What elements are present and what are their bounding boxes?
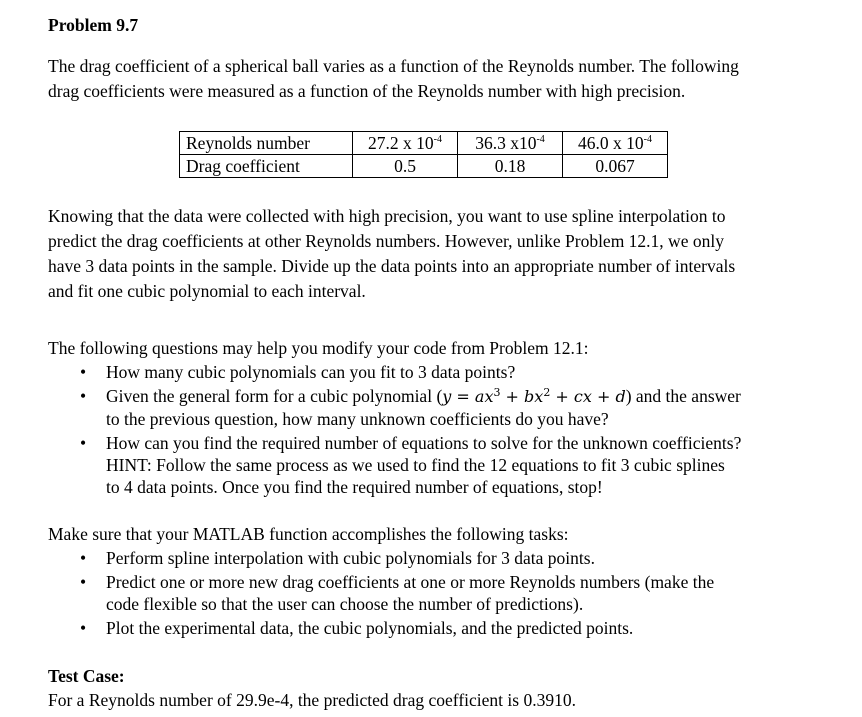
question-3-line-3: to 4 data points. Once you find the required number of equations, stop! <box>106 477 603 497</box>
task-2-line-1: Predict one or more new drag coefficients at one or more Reynolds numbers (make the <box>106 572 715 592</box>
test-case-heading: Test Case: <box>48 666 125 686</box>
drag-row <box>180 155 668 178</box>
tasks-intro-text: Make sure that your MATLAB function accomplishes the following tasks: <box>48 524 569 544</box>
reynolds-value-1-exp: -4 <box>433 134 442 145</box>
question-3-line-1: How can you find the required number of equations to solve for the unknown coefficients? <box>106 433 742 453</box>
problem-title: Problem 9.7 <box>48 15 139 35</box>
question-1: How many cubic polynomials can you fit to 3 data points? <box>106 362 516 382</box>
list-item <box>70 385 830 430</box>
eq-bx: + bx <box>500 387 544 406</box>
reynolds-row <box>180 132 668 155</box>
spline-line-2: predict the drag coefficients at other Reynolds numbers. However, unlike Problem 12.1, we only <box>48 231 724 251</box>
intro-paragraph <box>48 54 816 104</box>
task-2-line-2: code flexible so that the user can choose the number of predictions). <box>106 594 584 614</box>
bullet-icon: • <box>80 386 87 406</box>
spline-line-3: have 3 data points in the sample. Divide up the data points into an appropriate number of intervals <box>48 256 736 276</box>
reynolds-value-3-exp: -4 <box>643 134 652 145</box>
questions-list <box>70 361 830 500</box>
question-3-line-2: HINT: Follow the same process as we used to find the 12 equations to fit 3 cubic splines <box>106 455 725 475</box>
list-item <box>70 571 830 615</box>
reynolds-value-1-base: 27.2 x 10 <box>368 133 434 153</box>
list-item <box>70 617 830 639</box>
reynolds-value-3-base: 46.0 x 10 <box>578 133 644 153</box>
reynolds-label: Reynolds number <box>180 132 353 155</box>
spline-line-1: Knowing that the data were collected with high precision, you want to use spline interpolation to <box>48 206 726 226</box>
list-item <box>70 547 830 569</box>
question-2-line-2: to the previous question, how many unknown coefficients do you have? <box>106 409 609 429</box>
bullet-icon: • <box>80 618 87 638</box>
tasks-list <box>70 547 830 641</box>
eq-exp2: 2 <box>543 386 551 399</box>
eq-y: y <box>442 387 452 406</box>
list-item <box>70 432 830 498</box>
drag-value-2: 0.18 <box>458 155 563 178</box>
bullet-icon: • <box>80 572 87 592</box>
data-table <box>179 131 668 178</box>
reynolds-value-2-base: 36.3 x10 <box>475 133 537 153</box>
question-2-line-1 <box>106 385 830 408</box>
cubic-equation <box>442 387 625 406</box>
bullet-icon: • <box>80 433 87 453</box>
drag-label: Drag coefficient <box>180 155 353 178</box>
question-2-after: ) and the answer <box>625 386 741 406</box>
bullet-icon: • <box>80 548 87 568</box>
eq-equals: = <box>451 387 475 406</box>
drag-value-1: 0.5 <box>353 155 458 178</box>
bullet-icon: • <box>80 362 87 382</box>
intro-line-1: The drag coefficient of a spherical ball varies as a function of the Reynolds number. The following <box>48 56 739 76</box>
task-3: Plot the experimental data, the cubic polynomials, and the predicted points. <box>106 618 634 638</box>
spline-paragraph <box>48 204 816 304</box>
questions-intro-text: The following questions may help you modify your code from Problem 12.1: <box>48 338 589 358</box>
eq-rest: + cx + d <box>550 387 626 406</box>
spline-line-4: and fit one cubic polynomial to each interval. <box>48 281 366 301</box>
list-item <box>70 361 830 383</box>
eq-exp3: 3 <box>493 386 501 399</box>
questions-intro <box>48 336 816 361</box>
task-1: Perform spline interpolation with cubic polynomials for 3 data points. <box>106 548 595 568</box>
eq-ax: ax <box>474 387 494 406</box>
reynolds-value-2 <box>458 132 563 155</box>
question-2-before: Given the general form for a cubic polynomial ( <box>106 386 443 406</box>
tasks-intro <box>48 522 816 547</box>
intro-line-2: drag coefficients were measured as a function of the Reynolds number with high precision. <box>48 81 686 101</box>
reynolds-value-3 <box>563 132 668 155</box>
reynolds-value-1 <box>353 132 458 155</box>
reynolds-value-2-exp: -4 <box>536 134 545 145</box>
test-case-text: For a Reynolds number of 29.9e-4, the predicted drag coefficient is 0.3910. <box>48 690 576 710</box>
drag-value-3: 0.067 <box>563 155 668 178</box>
